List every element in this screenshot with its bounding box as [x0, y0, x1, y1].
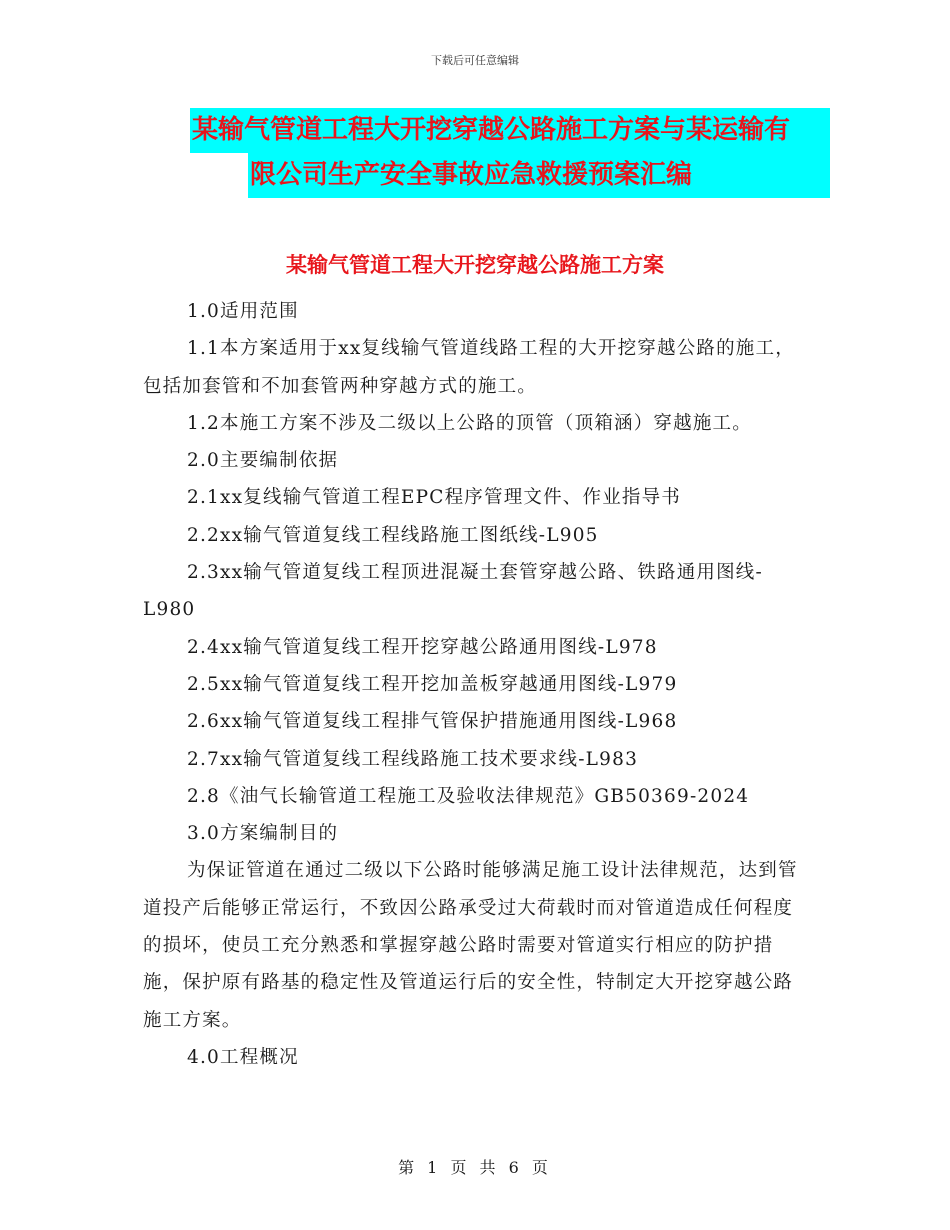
paragraph: 2.0主要编制依据	[187, 450, 339, 472]
paragraph: 1.1本方案适用于xx复线输气管道线路工程的大开挖穿越公路的施工，包括加套管和不加套管两种穿越方式的施工。	[143, 338, 795, 397]
paragraph: 2.4xx输气管道复线工程开挖穿越公路通用图线-L978	[187, 636, 658, 658]
paragraph: 2.2xx输气管道复线工程线路施工图纸线-L905	[187, 524, 599, 546]
paragraph: 为保证管道在通过二级以下公路时能够满足施工设计法律规范，达到管道投产后能够正常运行，不致因公路承受过大荷载时而对管道造成任何程度的损坏，使员工充分熟悉和掌握穿越公路时需要对管道实行相应的防护措施，保护原有路基的稳定性及管道运行后的安全性，特制定大开挖穿越公路施工方案。	[143, 860, 798, 1031]
paragraph: 2.7xx输气管道复线工程线路施工技术要求线-L983	[187, 748, 639, 770]
paragraph: 2.5xx输气管道复线工程开挖加盖板穿越通用图线-L979	[187, 673, 678, 695]
paragraph: 1.0适用范围	[187, 301, 299, 322]
document-title-line-2: 限公司生产安全事故应急救援预案汇编	[248, 153, 830, 198]
page-header: 下载后可任意编辑	[431, 54, 519, 67]
document-title	[190, 108, 830, 198]
document-title-line-1: 某输气管道工程大开挖穿越公路施工方案与某运输有	[190, 108, 830, 153]
paragraph: 2.8《油气长输管道工程施工及验收法律规范》GB50369-2024	[187, 785, 750, 807]
paragraph: 2.6xx输气管道复线工程排气管保护措施通用图线-L968	[187, 711, 678, 733]
paragraph: 1.2本施工方案不涉及二级以上公路的顶管（顶箱涵）穿越施工。	[187, 412, 752, 434]
page-footer: 第 1 页 共 6 页	[398, 1158, 552, 1177]
paragraph: 3.0方案编制目的	[187, 823, 339, 845]
document-body	[143, 293, 808, 1076]
paragraph: 2.1xx复线输气管道工程EPC程序管理文件、作业指导书	[187, 487, 681, 509]
paragraph: 2.3xx输气管道复线工程顶进混凝土套管穿越公路、铁路通用图线-L980	[143, 562, 763, 621]
paragraph: 4.0工程概况	[187, 1046, 299, 1068]
section-title: 某输气管道工程大开挖穿越公路施工方案	[286, 253, 664, 277]
